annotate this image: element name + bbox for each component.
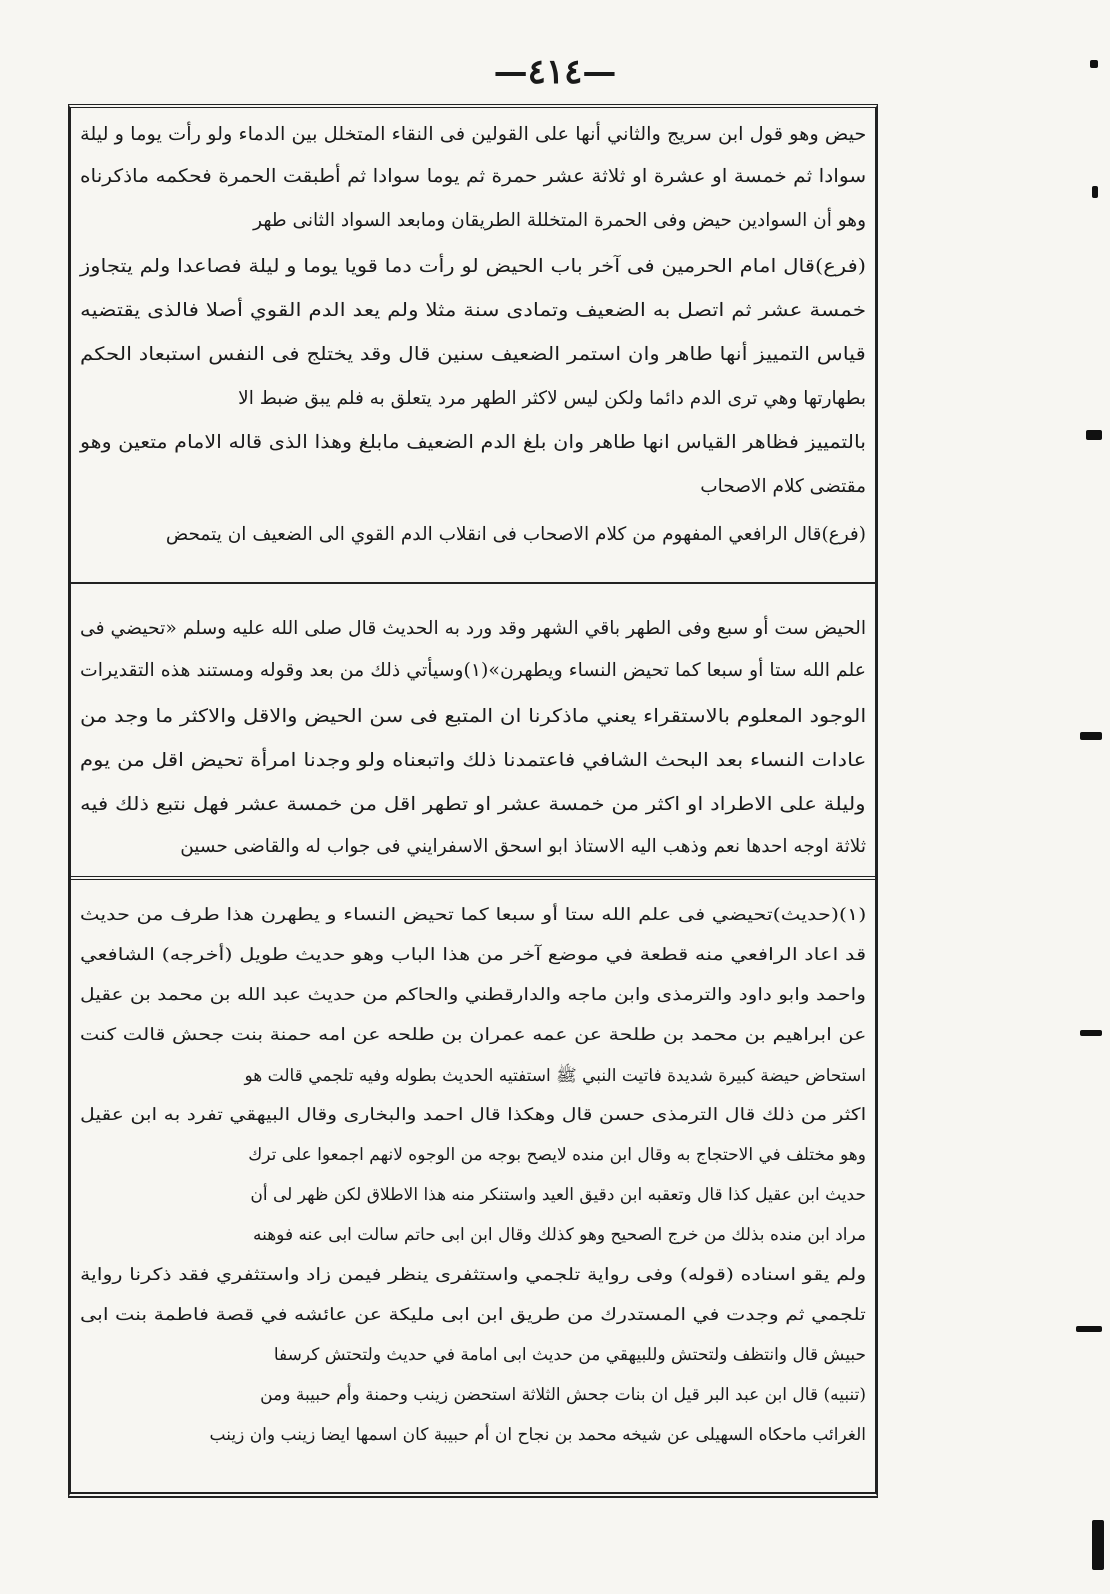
- text-line: علم الله ستا أو سبعا كما تحيض النساء ويطهرن»(١)وسيأتي ذلك من بعد وقوله ومستند هذه التقديرات: [79, 660, 866, 681]
- scan-mark: [1076, 1326, 1102, 1332]
- footnote-line: (١)(حديث)تحيضي فى علم الله ستا أو سبعا كما تحيض النساء و يطهرن هذا طرف من حديث: [79, 905, 866, 925]
- text-line: (فرع)قال الرافعي المفهوم من كلام الاصحاب فى انقلاب الدم القوي الى الضعيف ان يتمحض: [165, 524, 866, 545]
- text-line: وليلة على الاطراد او اكثر من خمسة عشر او تطهر اقل من خمسة عشر فهل نتبع ذلك فيه: [80, 794, 866, 815]
- text-line: الحيض ست أو سبع وفى الطهر باقي الشهر وقد ورد به الحديث قال صلى الله عليه وسلم «تحيضي فى: [79, 618, 866, 639]
- footnote-divider: [70, 876, 876, 880]
- text-line: خمسة عشر ثم اتصل به الضعيف وتمادى سنة مثلا ولم يعد الدم القوي أصلا فالذى يقتضيه: [79, 300, 866, 321]
- section-divider: [70, 582, 876, 584]
- text-line: (فرع)قال امام الحرمين فى آخر باب الحيض لو رأت دما قويا يوما و ليلة فصاعدا ولم يتجاوز: [80, 256, 866, 277]
- text-line: سوادا ثم خمسة او عشرة او ثلاثة عشر حمرة ثم يوما سوادا ثم أطبقت الحمرة فحكمه ماذكرناه: [79, 166, 866, 187]
- scan-mark: [1092, 1520, 1104, 1570]
- scan-mark: [1080, 1030, 1102, 1036]
- footnote-line: حديث ابن عقيل كذا قال وتعقبه ابن دقيق العيد واستنكر منه هذا الاطلاق لكن ظهر لى أن: [250, 1185, 866, 1205]
- footnote-line: قد اعاد الرافعي منه قطعة في موضع آخر من هذا الباب وهو حديث طويل (أخرجه) الشافعي: [79, 945, 866, 965]
- text-line: عادات النساء بعد البحث الشافي فاعتمدنا ذلك واتبعناه ولو وجدنا امرأة تحيض اقل من يوم: [79, 750, 866, 771]
- footnote-line: ولم يقو اسناده (قوله) وفى رواية تلجمي واستثفرى ينظر فيمن زاد واستثفري فقد ذكرنا رواية: [79, 1265, 866, 1285]
- scan-mark: [1090, 60, 1098, 68]
- text-line: ثلاثة اوجه احدها نعم وذهب اليه الاستاذ ابو اسحق الاسفرايني فى جواب له والقاضى حسين: [180, 836, 866, 857]
- footnote-line: اكثر من ذلك قال الترمذى حسن قال وهكذا قال احمد والبخارى وقال البيهقي تفرد به ابن عقيل: [79, 1105, 866, 1125]
- footnote-line: عن ابراهيم بن محمد بن طلحة عن عمه عمران بن طلحه عن امه حمنة بنت جحش قالت كنت: [79, 1025, 866, 1045]
- text-line: حيض وهو قول ابن سريج والثاني أنها على القولين فى النقاء المتخلل بين الدماء ولو رأت يوما و ليلة: [79, 124, 866, 145]
- footnote-line: (تنبيه) قال ابن عبد البر قيل ان بنات جحش الثلاثة استحضن زينب وحمنة وأم حبيبة ومن: [260, 1385, 866, 1405]
- footnote-line: وهو مختلف في الاحتجاج به وقال ابن منده لايصح بوجه من الوجوه لانهم اجمعوا على ترك: [248, 1145, 866, 1165]
- scan-mark: [1092, 186, 1098, 198]
- text-line: بطهارتها وهي ترى الدم دائما ولكن ليس لاكثر الطهر مرد يتعلق به فلم يبق ضبط الا: [238, 388, 866, 409]
- footnote-line: الغرائب ماحكاه السهيلى عن شيخه محمد بن نجاح ان أم حبيبة كان اسمها ايضا زينب وان زينب: [209, 1425, 866, 1445]
- text-line: مقتضى كلام الاصحاب: [700, 476, 866, 497]
- footnote-line: تلجمي ثم وجدت في المستدرك من طريق ابن ابى مليكة عن عائشه في قصة فاطمة بنت ابى: [80, 1305, 866, 1325]
- footnote-line: واحمد وابو داود والترمذى وابن ماجه والدارقطني والحاكم من حديث عبد الله بن محمد بن عقيل: [80, 985, 866, 1005]
- page-number: —٤١٤—: [493, 52, 617, 92]
- scan-mark: [1080, 732, 1102, 740]
- footnote-line: حبيش قال وانتظف ولتحتش وللبيهقي من حديث ابى امامة في حديث ولتحتش كرسفا: [273, 1345, 866, 1365]
- text-line: قياس التمييز أنها طاهر وان استمر الضعيف سنين قال وقد يختلج فى النفس استبعاد الحكم: [80, 344, 866, 365]
- text-line: الوجود المعلوم بالاستقراء يعني ماذكرنا ان المتبع فى سن الحيض والاقل والاكثر ما وجد من: [79, 706, 866, 727]
- text-line: بالتمييز فظاهر القياس انها طاهر وان بلغ الدم الضعيف مابلغ وهذا الذى قاله الامام متعين وهو: [79, 432, 866, 453]
- text-line: وهو أن السوادين حيض وفى الحمرة المتخللة الطريقان ومابعد السواد الثانى طهر: [253, 210, 866, 231]
- scan-mark: [1086, 430, 1102, 440]
- footnote-line: استحاض حيضة كبيرة شديدة فاتيت النبي ﷺ استفتيه الحديث بطوله وفيه تلجمي قالت هو: [244, 1066, 866, 1086]
- footnote-line: مراد ابن منده بذلك من خرج الصحيح وهو كذلك وقال ابن ابى حاتم سالت ابى عنه فوهنه: [252, 1225, 866, 1245]
